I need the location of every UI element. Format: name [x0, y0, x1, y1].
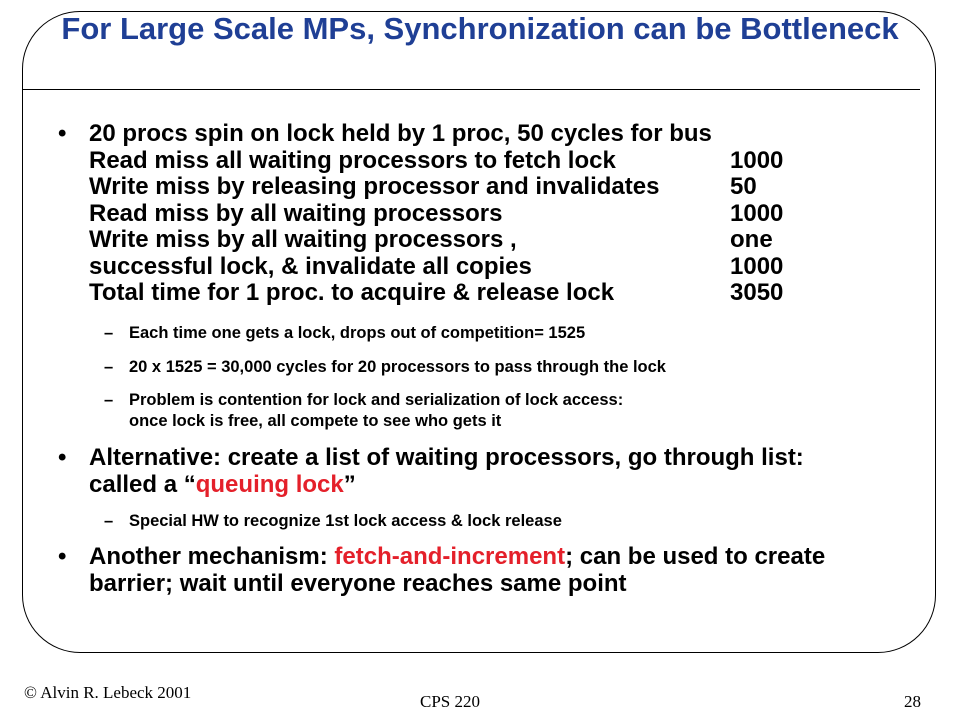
text-segment: ”	[343, 470, 356, 498]
cost-value: 1000	[730, 252, 784, 280]
cost-value: 1000	[730, 199, 784, 227]
sub-bullet-text: Problem is contention for lock and serialization of lock access:	[129, 391, 624, 409]
cost-value: one	[730, 226, 773, 253]
cost-desc: Write miss by all waiting processors ,	[89, 226, 517, 253]
cost-desc: Total time for 1 proc. to acquire & release lock	[89, 279, 615, 306]
sub-bullet-text: 20 x 1525 = 30,000 cycles for 20 processors to pass through the lock	[129, 358, 666, 376]
cost-row	[89, 174, 783, 201]
cost-desc: Write miss by releasing processor and invalidates	[89, 173, 660, 200]
cost-row	[89, 201, 783, 228]
footer-copyright: © Alvin R. Lebeck 2001	[24, 683, 192, 702]
highlight-queuing-lock: queuing lock	[195, 470, 344, 498]
text-segment: Another mechanism:	[89, 543, 335, 570]
highlight-fetch-and-increment: fetch-and-increment	[334, 543, 566, 570]
bullet-lead: 20 procs spin on lock held by 1 proc, 50 cycles for bus	[89, 120, 712, 147]
bullet-text	[89, 544, 825, 597]
cost-desc: Read miss by all waiting processors	[89, 199, 503, 227]
bullet-line: barrier; wait until everyone reaches same point	[89, 569, 627, 597]
cost-row	[89, 227, 783, 254]
cost-value: 1000	[730, 146, 784, 174]
bullet-glyph: •	[58, 543, 67, 570]
bullet-text	[89, 121, 783, 307]
cost-value: 3050	[730, 279, 784, 306]
cost-row	[89, 148, 783, 175]
bullet-glyph: •	[58, 444, 67, 471]
dash-glyph: –	[104, 512, 114, 530]
text-segment: ; can be used to create	[565, 543, 826, 570]
bullet-line	[89, 544, 825, 571]
bullet-line	[89, 472, 804, 499]
text-segment: called a “	[89, 470, 196, 498]
slide-title: For Large Scale MPs, Synchronization can be Bottleneck	[61, 11, 899, 46]
footer-page-number: 28	[904, 692, 921, 711]
cost-desc: Read miss all waiting processors to fetch lock	[89, 146, 616, 174]
cost-value: 50	[730, 173, 757, 200]
title-divider	[22, 89, 920, 90]
bullet-text	[89, 445, 804, 498]
cost-row-total	[89, 280, 783, 307]
bullet-glyph: •	[58, 120, 67, 147]
bullet-line: Alternative: create a list of waiting processors, go through list:	[89, 444, 804, 471]
sub-bullet-text: Each time one gets a lock, drops out of competition= 1525	[129, 324, 586, 342]
dash-glyph: –	[104, 324, 114, 342]
sub-bullet-text: Special HW to recognize 1st lock access & lock release	[129, 512, 562, 530]
dash-glyph: –	[104, 391, 114, 409]
dash-glyph: –	[104, 358, 114, 376]
cost-desc: successful lock, & invalidate all copies	[89, 252, 532, 280]
sub-bullet-text: once lock is free, all compete to see who gets it	[129, 412, 502, 430]
cost-row	[89, 254, 783, 281]
footer-course: CPS 220	[420, 692, 480, 711]
